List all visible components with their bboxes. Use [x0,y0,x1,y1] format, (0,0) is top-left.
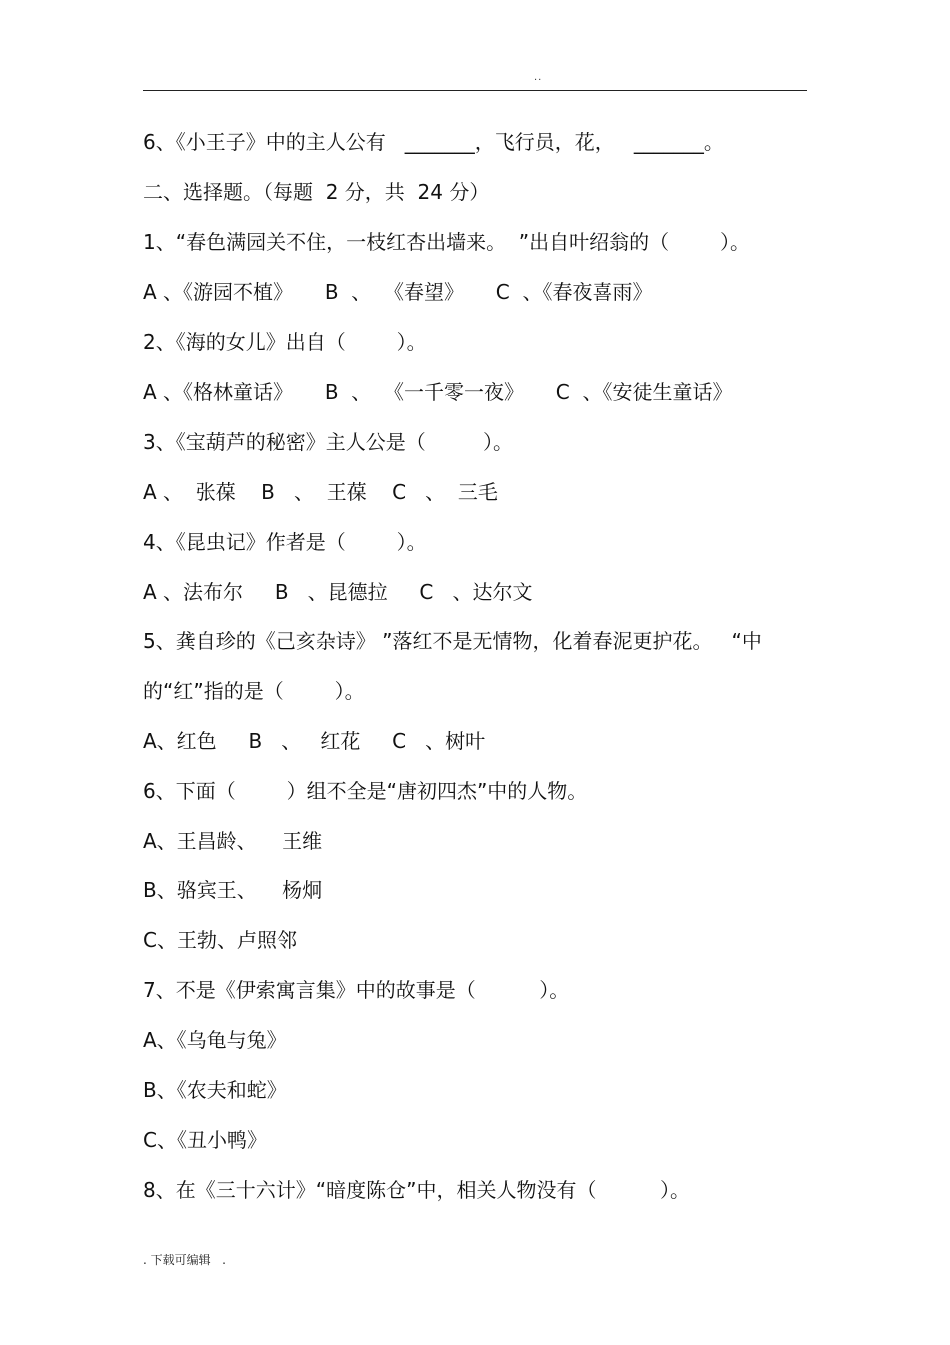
choice-question-4-options: A 、法布尔 B 、昆德拉 C 、达尔文 [143,580,533,604]
choice-question-2-options: A 、《格林童话》 B 、 《一千零一夜》 C 、《安徒生童话》 [143,380,733,404]
choice-question-6-option-a: A、王昌龄、 王维 [143,829,323,853]
choice-question-5-continued: 的“红”指的是（ ）。 [143,679,365,703]
choice-question-1: 1、“春色满园关不住，一枝红杏出墙来。 ”出自叶绍翁的（ ）。 [143,230,751,254]
choice-question-4: 4、《昆虫记》作者是（ ）。 [143,530,427,554]
choice-question-6: 6、下面（ ）组不全是“唐初四杰”中的人物。 [143,779,588,803]
choice-question-7-option-a: A、《乌龟与兔》 [143,1028,287,1052]
section-heading-choice: 二、选择题。（每题 2 分，共 24 分） [143,180,490,204]
choice-question-1-options: A 、《游园不植》 B 、 《春望》 C 、《春夜喜雨》 [143,280,653,304]
choice-question-7-option-b: B、《农夫和蛇》 [143,1078,287,1102]
question-6-fill-blank: 6、《小王子》中的主人公有 _______，飞行员，花， _______。 [143,130,724,154]
header-mark: .. [534,72,543,83]
footer-note: . 下载可编辑 . [143,1253,226,1267]
choice-question-2: 2、《海的女儿》出自（ ）。 [143,330,427,354]
choice-question-6-option-b: B、骆宾王、 杨炯 [143,878,323,902]
choice-question-8: 8、在《三十六计》“暗度陈仓”中，相关人物没有（ ）。 [143,1178,691,1202]
choice-question-3: 3、《宝葫芦的秘密》主人公是（ ）。 [143,430,513,454]
choice-question-5: 5、龚自珍的《己亥杂诗》 ”落红不是无情物，化着春泥更护花。 “中 [143,629,762,653]
header-rule [143,90,807,91]
choice-question-7-option-c: C、《丑小鸭》 [143,1128,267,1152]
choice-question-5-options: A、红色 B 、 红花 C 、树叶 [143,729,486,753]
choice-question-3-options: A 、 张葆 B 、 王葆 C 、 三毛 [143,480,498,504]
choice-question-7: 7、不是《伊索寓言集》中的故事是（ ）。 [143,978,570,1002]
choice-question-6-option-c: C、王勃、卢照邻 [143,928,297,952]
